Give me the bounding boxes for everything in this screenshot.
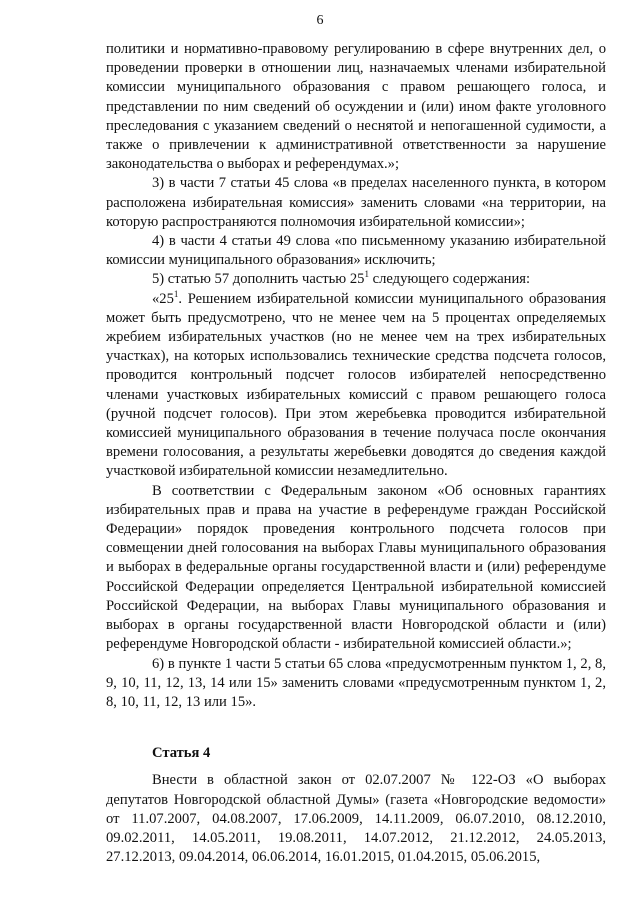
paragraph-item-6: 6) в пункте 1 части 5 статьи 65 слова «предусмотренным пунктом 1, 2, 8, 9, 10, 11, 12, 13, 14 или 15» заменить словами «предусмотренным пунктом 1, 2, 8, 10, 11, 12, 13 или 15». <box>106 655 606 710</box>
paragraph-item-3: 3) в части 7 статьи 45 слова «в пределах населенного пункта, в котором расположена избирательная комиссия» заменить словами «на территории, на которую распространяются полномочия избирательной комиссии»; <box>106 175 606 230</box>
paragraph-federal-law: В соответствии с Федеральным законом «Об основных гарантиях избирательных прав и права на участие в референдуме граждан Российской Федерации» порядок проведения контрольного подсчета голосов при совмещении дней голосования на выборах Главы муниципального образования и выборах в федеральные органы государственной власти и (или) референдуме Российской Федерации определяется Центральной избирательной комиссией Российской Федерации, на выборах Главы муниципального образования и выборах в органы государственной власти Новгородской области и (или) референдуме Новгородской области - избирательной комиссией области.»; <box>106 482 606 653</box>
paragraph-item-4: 4) в части 4 статьи 49 слова «по письменному указанию избирательной комиссии муниципального образования» исключить; <box>106 233 606 269</box>
document-body <box>106 40 606 867</box>
page-number: 6 <box>316 13 324 28</box>
article-heading: Статья 4 <box>152 745 211 762</box>
paragraph-item-5 <box>106 270 606 289</box>
paragraph-article-4: Внести в областной закон от 02.07.2007 № 122-ОЗ «О выборах депутатов Новгородской областной Думы» (газета «Новгородские ведомости» от 11.07.2007, 04.08.2007, 17.06.2009, 14.11.2009, 06.07.2010, 08.12.2010, 09.02.2011, 14.05.2011, 19.08.2011, 14.07.2012, 21.12.2012, 24.05.2013, 27.12.2013, 09.04.2014, 06.06.2014, 16.01.2015, 01.04.2015, 05.06.2015, <box>106 772 606 866</box>
item-5-text: 5) статью 57 дополнить частью 25 <box>152 271 365 288</box>
paragraph-continuation: политики и нормативно-правовому регулированию в сфере внутренних дел, о проведении проверки в отношении лиц, назначаемых членами избирательной комиссии муниципального образования с правом решающего голоса, и представлении по ним сведений об осуждении и (или) ином факте уголовного преследования с указанием сведений о неснятой и непогашенной судимости, а также о привлечении к административной ответственности за нарушение законодательства о выборах и референдумах.»; <box>106 41 606 173</box>
part-25-1-open: «25 <box>152 290 174 307</box>
part-25-1-text: . Решением избирательной комиссии муниципального образования может быть предусмотрено, что не менее чем на 5 процентах определяемых жребием избирательных участков (но не менее чем на трех избирательных участках), на которых использовались технические средства подсчета голосов, проводится контрольный подсчет голосов избирателей непосредственно членами участковых избирательных комиссий с правом решающего голоса (ручной подсчет голосов). При этом жеребьевка проводится избирательной комиссией муниципального образования в течение получаса после окончания времени голосования, а результаты жеребьевки доводятся до сведения каждой участковой избирательной комиссии незамедлительно. <box>106 290 606 480</box>
superscript: 1 <box>173 288 179 299</box>
item-5-text-end: следующего содержания: <box>368 271 531 288</box>
superscript: 1 <box>364 269 369 280</box>
paragraph-part-25-1 <box>106 290 606 482</box>
